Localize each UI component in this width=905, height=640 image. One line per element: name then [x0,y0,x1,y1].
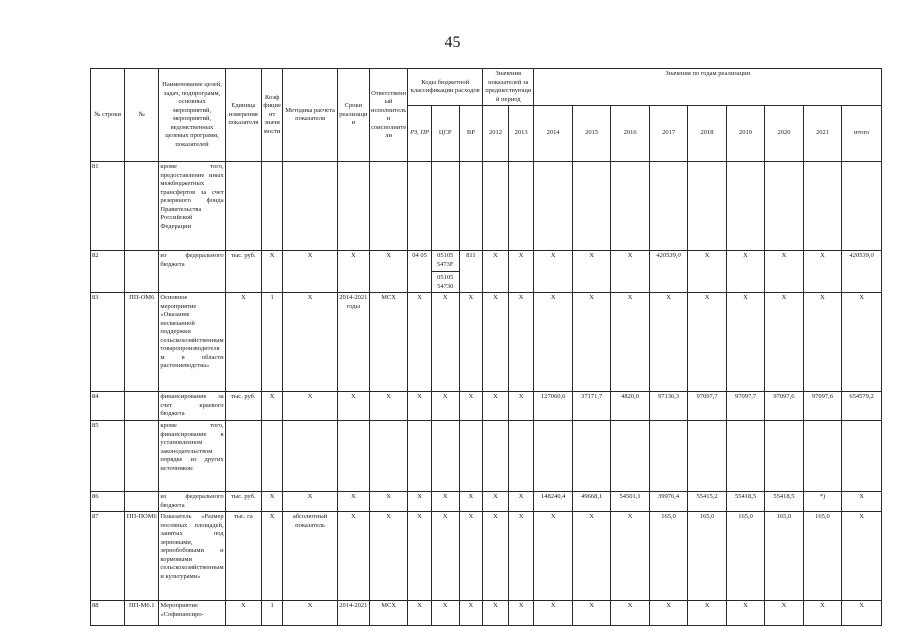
cell-2016: 54501,1 [611,492,649,512]
cell-2020: X [765,251,803,293]
header-year-2017: 2017 [649,106,687,162]
cell-2021 [803,421,841,492]
header-year-2016: 2016 [611,106,649,162]
cell-total [842,421,882,492]
cell-num: ПП-М6.1 [125,601,159,626]
cell-2017: X [649,293,687,392]
cell-2015: 37171,7 [572,392,610,421]
cell-rz: X [408,392,432,421]
header-year-2015: 2015 [572,106,610,162]
cell-csr [431,421,459,492]
header-coef: Коэффициент значимости [261,69,282,162]
cell-2018 [688,162,726,251]
cell-terms [337,421,369,492]
cell-vr: X [459,293,483,392]
cell-terms: X [337,251,369,293]
cell-name: из федерального бюджета [159,492,225,512]
cell-unit: тыс. руб. [225,251,261,293]
cell-row-no: 81 [91,162,125,251]
cell-method: абсолютный показатель [283,512,338,601]
table-row [91,601,882,626]
cell-2020 [765,421,803,492]
cell-resp: X [369,512,407,601]
cell-2020: 55418,5 [765,492,803,512]
cell-num: ПП-ПОМ6 [125,512,159,601]
cell-name: Основное мероприятие «Оказание несвязанной поддержки сельскохозяйственным товаропроизводителям в области растениеводства» [159,293,225,392]
cell-name: кроме того, финансирование в установленном законодательством порядке из других источников: [159,421,225,492]
header-code-vr: ВР [459,106,483,162]
cell-vr: X [459,512,483,601]
cell-rz: X [408,293,432,392]
cell-csr: X [431,392,459,421]
cell-2020: X [765,293,803,392]
cell-rz [408,421,432,492]
cell-row-no: 86 [91,492,125,512]
cell-2013: X [508,512,534,601]
cell-num [125,162,159,251]
cell-2019: X [726,601,764,626]
cell-resp [369,162,407,251]
cell-2012: X [483,492,509,512]
cell-2015 [572,421,610,492]
cell-terms: X [337,492,369,512]
cell-unit: тыс. га [225,512,261,601]
header-year-2018: 2018 [688,106,726,162]
csr-code-2: 05105 54730 [432,271,459,291]
cell-vr [459,421,483,492]
cell-2012: X [483,251,509,293]
cell-unit: X [225,601,261,626]
cell-resp: МСХ [369,293,407,392]
cell-method [283,421,338,492]
cell-resp [369,421,407,492]
header-total: итого [842,106,882,162]
table-row [91,492,882,512]
cell-csr [431,162,459,251]
cell-2012: X [483,293,509,392]
cell-total: X [842,293,882,392]
cell-2021: 165,0 [803,512,841,601]
cell-num [125,392,159,421]
cell-row-no: 83 [91,293,125,392]
cell-method: X [283,251,338,293]
cell-2014: 148240,4 [534,492,572,512]
cell-2014: X [534,601,572,626]
cell-2014 [534,162,572,251]
cell-csr: X [431,512,459,601]
cell-2016: X [611,293,649,392]
cell-2013: X [508,601,534,626]
cell-2018 [688,421,726,492]
cell-total: X [842,601,882,626]
cell-name: Показатель «Размер посевных площадей, занятых под зерновыми, зернобобовыми и кормовыми сельскохозяйственными культурами» [159,512,225,601]
header-terms: Сроки реализации [337,69,369,162]
cell-row-no: 84 [91,392,125,421]
cell-csr: X [431,492,459,512]
cell-csr: X [431,293,459,392]
cell-resp: МСХ [369,601,407,626]
header-row-1 [91,69,882,106]
cell-2016: X [611,512,649,601]
cell-terms: X [337,512,369,601]
cell-rz: X [408,601,432,626]
cell-2014: 127060,6 [534,392,572,421]
page-number: 45 [444,34,461,51]
cell-vr [459,162,483,251]
cell-method: X [283,492,338,512]
cell-resp: X [369,251,407,293]
cell-rz: X [408,492,432,512]
cell-2017: X [649,601,687,626]
cell-method: X [283,392,338,421]
cell-2014: X [534,293,572,392]
header-prev: Значения показателей за предшествующий период [483,69,534,106]
cell-unit: тыс. руб. [225,492,261,512]
cell-2019: 165,0 [726,512,764,601]
table-row [91,392,882,421]
cell-num [125,251,159,293]
header-num: № [125,69,159,162]
cell-num: ПП-ОМ6 [125,293,159,392]
cell-unit [225,421,261,492]
cell-2015: 49668,1 [572,492,610,512]
cell-2021: X [803,251,841,293]
cell-name: из федерального бюджета [159,251,225,293]
cell-2018: X [688,601,726,626]
cell-csr [431,251,459,293]
header-unit: Единица измерения показателя [225,69,261,162]
cell-2021: X [803,601,841,626]
cell-2015: X [572,601,610,626]
cell-unit: тыс. руб. [225,392,261,421]
cell-terms [337,162,369,251]
cell-coef: X [261,392,282,421]
header-year-2019: 2019 [726,106,764,162]
cell-2018: X [688,293,726,392]
cell-2019: 55418,5 [726,492,764,512]
cell-2014: X [534,512,572,601]
header-year-2012: 2012 [483,106,509,162]
cell-terms: 2014-2021 [337,601,369,626]
cell-2015: X [572,512,610,601]
cell-terms: 2014-2021 годы [337,293,369,392]
cell-row-no: 87 [91,512,125,601]
cell-2012: X [483,512,509,601]
cell-vr: X [459,492,483,512]
cell-rz: 04 05 [408,251,432,293]
cell-2017 [649,421,687,492]
cell-2016: X [611,251,649,293]
cell-coef: X [261,512,282,601]
cell-2016 [611,421,649,492]
cell-2016: X [611,601,649,626]
cell-coef [261,421,282,492]
cell-total: X [842,512,882,601]
cell-2012 [483,162,509,251]
cell-coef: 1 [261,293,282,392]
cell-2017: 97136,3 [649,392,687,421]
cell-2015: X [572,293,610,392]
budget-table [90,68,882,626]
cell-row-no: 88 [91,601,125,626]
cell-2019 [726,421,764,492]
table-row [91,293,882,392]
cell-rz: X [408,512,432,601]
cell-num [125,492,159,512]
cell-2013: X [508,293,534,392]
cell-2020 [765,162,803,251]
cell-resp: X [369,392,407,421]
cell-coef: X [261,251,282,293]
cell-2019: X [726,251,764,293]
cell-2021: 97097,6 [803,392,841,421]
cell-2013: X [508,251,534,293]
table-row [91,421,882,492]
cell-2020: X [765,601,803,626]
cell-coef: 1 [261,601,282,626]
cell-2019: X [726,293,764,392]
cell-2012: X [483,601,509,626]
cell-2018: 55415,2 [688,492,726,512]
table-row [91,162,882,251]
cell-vr: X [459,392,483,421]
header-years: Значения по годам реализации [534,69,882,106]
cell-unit [225,162,261,251]
cell-terms: X [337,392,369,421]
csr-code-1: 05105 5473F [436,252,454,268]
cell-2021: X [803,293,841,392]
cell-resp: X [369,492,407,512]
header-year-2021: 2021 [803,106,841,162]
cell-2019: 97097,7 [726,392,764,421]
header-method: Методика расчета показателя [283,69,338,162]
cell-row-no: 85 [91,421,125,492]
header-code-csr: ЦСР [431,106,459,162]
cell-2016 [611,162,649,251]
cell-2012: X [483,392,509,421]
cell-2020: 165,0 [765,512,803,601]
cell-2020: 97097,6 [765,392,803,421]
cell-name: финансирование за счет краевого бюджета [159,392,225,421]
cell-2021 [803,162,841,251]
header-code-rz: РЗ, ПР [408,106,432,162]
cell-coef: X [261,492,282,512]
cell-coef [261,162,282,251]
cell-2013 [508,162,534,251]
cell-2018: X [688,251,726,293]
cell-total: 420539,0 [842,251,882,293]
table-row [91,512,882,601]
cell-row-no: 82 [91,251,125,293]
cell-2013 [508,421,534,492]
cell-vr: X [459,601,483,626]
cell-method [283,162,338,251]
table-row [91,251,882,293]
cell-unit: X [225,293,261,392]
cell-2012 [483,421,509,492]
cell-name: Мероприятие «Софинансиро- [159,601,225,626]
cell-method: X [283,293,338,392]
cell-2021: *) [803,492,841,512]
cell-total: X [842,492,882,512]
cell-2013: X [508,392,534,421]
header-row-no: № строки [91,69,125,162]
cell-2015 [572,162,610,251]
cell-total [842,162,882,251]
cell-2018: 97097,7 [688,392,726,421]
cell-2018: 165,0 [688,512,726,601]
header-resp: Ответственный исполнитель и соисполнители [369,69,407,162]
cell-2019 [726,162,764,251]
header-year-2013: 2013 [508,106,534,162]
cell-2017 [649,162,687,251]
cell-total: 654579,2 [842,392,882,421]
cell-num [125,421,159,492]
cell-2015: X [572,251,610,293]
cell-rz [408,162,432,251]
cell-2013: X [508,492,534,512]
cell-2014 [534,421,572,492]
header-year-2020: 2020 [765,106,803,162]
cell-csr: X [431,601,459,626]
header-name: Наименование целей, задач, подпрограмм, основных мероприятий, мероприятий, ведомственных целевых программ, показателей [159,69,225,162]
cell-name: кроме того, предоставление иных межбюджетных трансфертов за счет резервного фонда Правительства Российской Федерации [159,162,225,251]
cell-method: X [283,601,338,626]
cell-2017: 420539,0 [649,251,687,293]
cell-2014: X [534,251,572,293]
cell-2016: 4820,0 [611,392,649,421]
header-year-2014: 2014 [534,106,572,162]
cell-2017: 39976,4 [649,492,687,512]
cell-vr: 811 [459,251,483,293]
cell-2017: 165,0 [649,512,687,601]
header-codes: Коды бюджетной классификации расходов [408,69,483,106]
